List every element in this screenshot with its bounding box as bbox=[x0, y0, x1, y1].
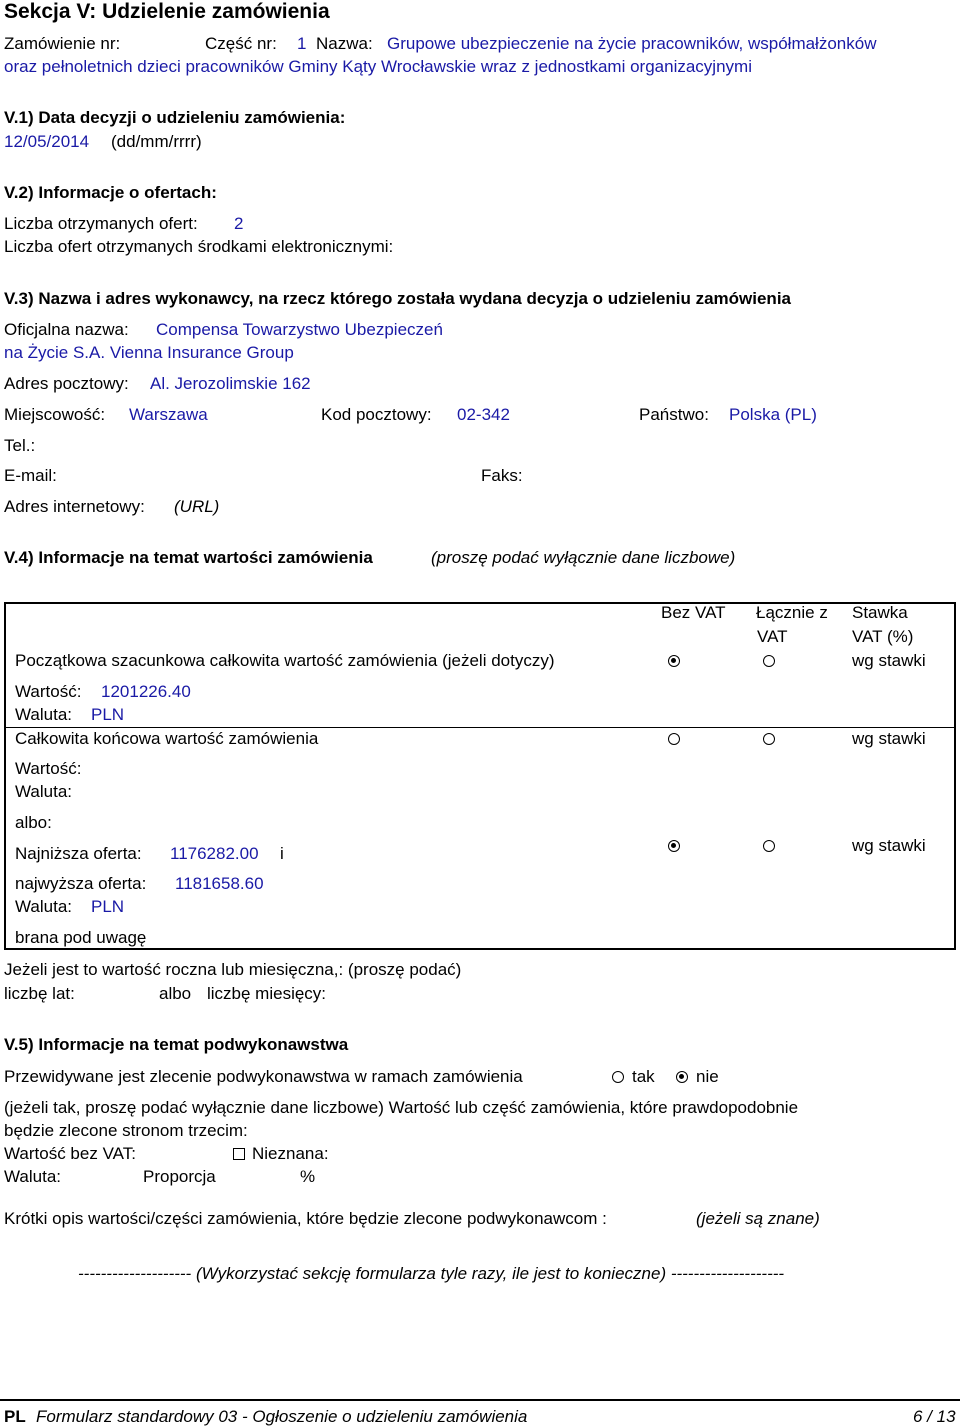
subcontract-no-label: nie bbox=[696, 1067, 719, 1086]
final-currency-label: Waluta: bbox=[15, 782, 73, 801]
initial-value-amount-label: Wartość: bbox=[15, 682, 82, 701]
footer-page-number: 6 / 13 bbox=[913, 1407, 956, 1426]
final-incl-vat-radio[interactable] bbox=[763, 733, 775, 745]
col-excl-vat: Bez VAT bbox=[661, 603, 726, 622]
initial-value-label: Początkowa szacunkowa całkowita wartość zamówienia (jeżeli dotyczy) bbox=[15, 651, 555, 670]
range-incl-vat-radio[interactable] bbox=[763, 840, 775, 852]
v5-description-hint: (jeżeli są znane) bbox=[696, 1209, 820, 1228]
v2-received-value: 2 bbox=[234, 214, 244, 233]
v5-value-excl-label: Wartość bez VAT: bbox=[4, 1144, 136, 1163]
v5-note-line1: (jeżeli tak, proszę podać wyłącznie dane liczbowe) Wartość lub część zamówienia, które prawdopodobnie bbox=[4, 1098, 799, 1117]
v3-country-label: Państwo: bbox=[639, 405, 709, 424]
v5-currency-label: Waluta: bbox=[4, 1167, 62, 1186]
unknown-label: Nieznana: bbox=[252, 1144, 329, 1163]
range-rate: wg stawki bbox=[852, 836, 926, 855]
order-number-label: Zamówienie nr: bbox=[4, 34, 121, 53]
v3-address-value: Al. Jerozolimskie 162 bbox=[150, 374, 311, 393]
lowest-offer-label: Najniższa oferta: bbox=[15, 844, 142, 863]
order-part-value: 1 bbox=[297, 34, 307, 53]
section-title: Sekcja V: Udzielenie zamówienia bbox=[4, 0, 330, 23]
range-currency-label: Waluta: bbox=[15, 897, 73, 916]
highest-offer-value: 1181658.60 bbox=[175, 874, 264, 893]
v1-date-format: (dd/mm/rrrr) bbox=[111, 132, 202, 151]
or-label: albo: bbox=[15, 813, 52, 832]
v5-proportion-label: Proporcja bbox=[143, 1167, 216, 1186]
v3-city-label: Miejscowość: bbox=[4, 405, 106, 424]
subcontract-yes-radio[interactable] bbox=[612, 1071, 624, 1083]
months-label: liczbę miesięcy: bbox=[207, 984, 327, 1003]
v4-heading-note: (proszę podać wyłącznie dane liczbowe) bbox=[431, 548, 736, 567]
range-excl-vat-radio[interactable] bbox=[668, 840, 680, 852]
v3-address-label: Adres pocztowy: bbox=[4, 374, 129, 393]
highest-offer-label: najwyższa oferta: bbox=[15, 874, 147, 893]
order-name-label: Nazwa: bbox=[316, 34, 373, 53]
final-rate: wg stawki bbox=[852, 729, 926, 748]
lowest-offer-value: 1176282.00 bbox=[170, 844, 259, 863]
final-value-label: Całkowita końcowa wartość zamówienia bbox=[15, 729, 319, 748]
footer-form-name: Formularz standardowy 03 - Ogłoszenie o udzieleniu zamówienia bbox=[36, 1407, 528, 1426]
final-excl-vat-radio[interactable] bbox=[668, 733, 680, 745]
initial-currency: PLN bbox=[91, 705, 125, 724]
v3-fax-label: Faks: bbox=[481, 466, 523, 485]
repeat-note: -------------------- (Wykorzystać sekcję formularza tyle razy, ile jest to konieczne) -------------------- bbox=[78, 1264, 785, 1283]
v3-official-name-line1: Compensa Towarzystwo Ubezpieczeń bbox=[156, 320, 443, 339]
table-row-divider bbox=[4, 727, 956, 728]
years-label: liczbę lat: bbox=[4, 984, 75, 1003]
footer-rule bbox=[0, 1399, 960, 1401]
subcontract-yes-label: tak bbox=[632, 1067, 655, 1086]
v3-postal-value: 02-342 bbox=[457, 405, 510, 424]
v5-note-line2: będzie zlecone stronom trzecim: bbox=[4, 1121, 248, 1140]
initial-value-amount: 1201226.40 bbox=[101, 682, 191, 701]
order-part-label: Część nr: bbox=[205, 34, 277, 53]
annual-note: Jeżeli jest to wartość roczna lub miesięczna,: (proszę podać) bbox=[4, 960, 462, 979]
unknown-checkbox[interactable] bbox=[233, 1148, 245, 1160]
v3-official-name-label: Oficjalna nazwa: bbox=[4, 320, 129, 339]
v3-tel-label: Tel.: bbox=[4, 436, 36, 455]
col-rate-1: Stawka bbox=[852, 603, 908, 622]
and-label: i bbox=[280, 844, 284, 863]
v3-official-name-line2: na Życie S.A. Vienna Insurance Group bbox=[4, 343, 294, 362]
v5-percent-sign: % bbox=[300, 1167, 316, 1186]
initial-incl-vat-radio[interactable] bbox=[763, 655, 775, 667]
initial-rate: wg stawki bbox=[852, 651, 926, 670]
col-incl-vat-2: VAT bbox=[757, 627, 788, 646]
col-incl-vat-1: Łącznie z bbox=[756, 603, 828, 622]
v4-heading: V.4) Informacje na temat wartości zamówienia bbox=[4, 548, 373, 567]
v2-heading: V.2) Informacje o ofertach: bbox=[4, 183, 217, 202]
col-rate-2: VAT (%) bbox=[852, 627, 914, 646]
v5-heading: V.5) Informacje na temat podwykonawstwa bbox=[4, 1035, 349, 1054]
subcontract-no-radio[interactable] bbox=[676, 1071, 688, 1083]
final-value-amount-label: Wartość: bbox=[15, 759, 82, 778]
or-months: albo bbox=[159, 984, 192, 1003]
initial-excl-vat-radio[interactable] bbox=[668, 655, 680, 667]
v3-postal-label: Kod pocztowy: bbox=[321, 405, 432, 424]
order-name-line2: oraz pełnoletnich dzieci pracowników Gminy Kąty Wrocławskie wraz z jednostkami organizacyjnymi bbox=[4, 57, 752, 76]
v3-heading: V.3) Nazwa i adres wykonawcy, na rzecz którego została wydana decyzja o udzieleniu zamówienia bbox=[4, 289, 791, 308]
range-currency: PLN bbox=[91, 897, 125, 916]
v2-electronic-label: Liczba ofert otrzymanych środkami elektronicznymi: bbox=[4, 237, 394, 256]
v3-city-value: Warszawa bbox=[129, 405, 208, 424]
v3-www-hint: (URL) bbox=[174, 497, 220, 516]
v2-received-label: Liczba otrzymanych ofert: bbox=[4, 214, 198, 233]
v3-email-label: E-mail: bbox=[4, 466, 57, 485]
v1-date: 12/05/2014 bbox=[4, 132, 90, 151]
initial-currency-label: Waluta: bbox=[15, 705, 73, 724]
v5-description-label: Krótki opis wartości/części zamówienia, które będzie zlecone podwykonawcom : bbox=[4, 1209, 607, 1228]
order-name-line1: Grupowe ubezpieczenie na życie pracowników, współmałżonków bbox=[387, 34, 877, 53]
v3-www-label: Adres internetowy: bbox=[4, 497, 145, 516]
footer-lang: PL bbox=[4, 1407, 26, 1426]
v3-country-value: Polska (PL) bbox=[729, 405, 817, 424]
v1-heading: V.1) Data decyzji o udzieleniu zamówienia: bbox=[4, 108, 346, 127]
v5-planned-label: Przewidywane jest zlecenie podwykonawstwa w ramach zamówienia bbox=[4, 1067, 523, 1086]
considered-label: brana pod uwagę bbox=[15, 928, 147, 947]
